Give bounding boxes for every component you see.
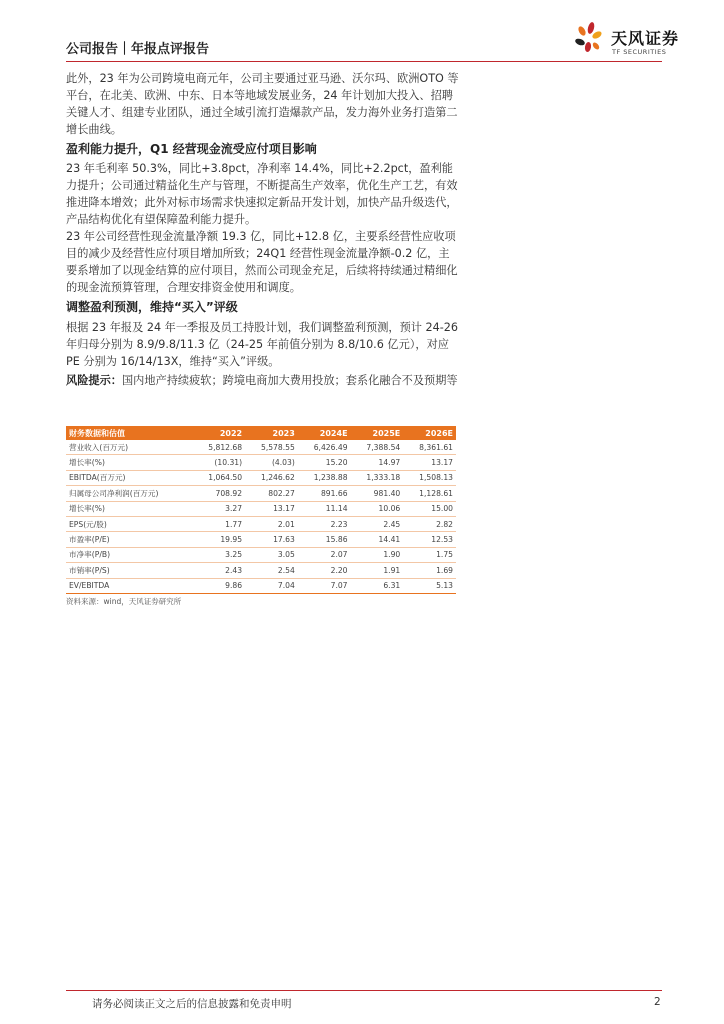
table-cell: 2.82: [403, 516, 456, 531]
table-cell: 2.23: [298, 516, 351, 531]
table-cell: 13.17: [245, 501, 298, 516]
paragraph-cashflow: 23 年公司经营性现金流量净额 19.3 亿，同比+12.8 亿，主要系经营性应收项目的减少及经营性应付项目增加所致；24Q1 经营性现金流量净额-0.2 亿，主要系增加了以现金结算的应付项目，然而公司现金充足，后续将持续通过精细化的现金流预算管理，合理安排资金使用和调度。: [66, 230, 458, 294]
paragraph-forecast: 根据 23 年报及 24 年一季报及员工持股计划，我们调整盈利预测，预计 24-26 年归母分别为 8.9/9.8/11.3 亿（24-25 年前值分别为 8.8/10.6 亿元），对应 PE 分别为 16/14/13X，维持“买入”评级。: [66, 321, 459, 368]
table-cell: 981.40: [351, 486, 404, 501]
table-row: [66, 486, 456, 501]
table-cell: 1,246.62: [245, 470, 298, 485]
table-cell: 7.07: [298, 578, 351, 593]
table-cell: 2.01: [245, 516, 298, 531]
table-cell: 19.95: [192, 532, 245, 547]
table-cell: 2.43: [192, 563, 245, 578]
table-row-label: 市净率(P/B): [66, 547, 192, 562]
header-divider: [66, 61, 662, 62]
table-cell: 11.14: [298, 501, 351, 516]
table-cell: 14.97: [351, 455, 404, 470]
table-row-label: 市销率(P/S): [66, 563, 192, 578]
table-row: [66, 470, 456, 485]
table-cell: 15.86: [298, 532, 351, 547]
logo-name-cn: 天风证券: [611, 29, 680, 48]
table-cell: 5,812.68: [192, 440, 245, 455]
table-cell: 1,128.61: [403, 486, 456, 501]
table-cell: 6,426.49: [298, 440, 351, 455]
table-cell: 2.07: [298, 547, 351, 562]
table-header-cell: 2026E: [403, 426, 456, 440]
section-heading-forecast: 调整盈利预测，维持“买入”评级: [66, 300, 238, 314]
table-cell: 7.04: [245, 578, 298, 593]
footer-disclaimer: 请务必阅读正文之后的信息披露和免责申明: [92, 998, 292, 1010]
table-row: [66, 516, 456, 531]
table-row: [66, 532, 456, 547]
table-cell: 10.06: [351, 501, 404, 516]
table-row-label: 市盈率(P/E): [66, 532, 192, 547]
table-row: [66, 501, 456, 516]
table-header-cell: 2024E: [298, 426, 351, 440]
table-row-label: 归属母公司净利润(百万元): [66, 486, 192, 501]
table-row-label: 增长率(%): [66, 501, 192, 516]
table-cell: 802.27: [245, 486, 298, 501]
table-cell: 7,388.54: [351, 440, 404, 455]
table-cell: 1.75: [403, 547, 456, 562]
table-row: [66, 455, 456, 470]
table-cell: 9.86: [192, 578, 245, 593]
table-cell: 708.92: [192, 486, 245, 501]
footer-divider: [66, 990, 662, 991]
risk-text: 国内地产持续疲软；跨境电商加大费用投放；套系化融合不及预期等: [121, 374, 458, 387]
table-cell: (10.31): [192, 455, 245, 470]
table-cell: 1,508.13: [403, 470, 456, 485]
table-header-cell: 2023: [245, 426, 298, 440]
table-cell: 891.66: [298, 486, 351, 501]
table-row-label: EV/EBITDA: [66, 578, 192, 593]
table-cell: 12.53: [403, 532, 456, 547]
table-cell: 1,064.50: [192, 470, 245, 485]
table-row-label: 增长率(%): [66, 455, 192, 470]
table-row-label: EBITDA(百万元): [66, 470, 192, 485]
table-cell: 1.69: [403, 563, 456, 578]
table-row: [66, 578, 456, 593]
table-cell: 5.13: [403, 578, 456, 593]
table-row: [66, 440, 456, 455]
table-cell: 1.90: [351, 547, 404, 562]
table-cell: 3.25: [192, 547, 245, 562]
table-header-cell: 2022: [192, 426, 245, 440]
table-cell: 14.41: [351, 532, 404, 547]
table-cell: 6.31: [351, 578, 404, 593]
table-cell: 15.00: [403, 501, 456, 516]
table-cell: 3.27: [192, 501, 245, 516]
report-type-header: 公司报告｜年报点评报告: [66, 42, 210, 57]
risk-label: 风险提示：: [66, 374, 122, 387]
table-header-cell: 2025E: [351, 426, 404, 440]
table-cell: 1,238.88: [298, 470, 351, 485]
table-source-note: 资料来源：wind，天风证券研究所: [66, 597, 182, 606]
table-cell: 1.91: [351, 563, 404, 578]
table-cell: 2.20: [298, 563, 351, 578]
table-row: [66, 547, 456, 562]
page-number: 2: [654, 996, 661, 1008]
table-cell: (4.03): [245, 455, 298, 470]
table-cell: 1,333.18: [351, 470, 404, 485]
table-cell: 8,361.61: [403, 440, 456, 455]
table-row-label: EPS(元/股): [66, 516, 192, 531]
risk-warning: [66, 372, 460, 389]
table-header-row: [66, 426, 456, 440]
financial-data-table: [66, 426, 456, 594]
table-row: [66, 563, 456, 578]
table-cell: 5,578.55: [245, 440, 298, 455]
table-cell: 2.54: [245, 563, 298, 578]
table-cell: 13.17: [403, 455, 456, 470]
table-row-label: 营业收入(百万元): [66, 440, 192, 455]
table-cell: 3.05: [245, 547, 298, 562]
table-header-cell: 财务数据和估值: [66, 426, 192, 440]
table-cell: 15.20: [298, 455, 351, 470]
table-cell: 17.63: [245, 532, 298, 547]
logo-name-en: TF SECURITIES: [612, 48, 667, 56]
paragraph-cross-border: 此外，23 年为公司跨境电商元年，公司主要通过亚马逊、沃尔玛、欧洲OTO 等平台，在北美、欧洲、中东、日本等地域发展业务，24 年计划加大投入、招聘关键人才、组建专业团队，通过全域引流打造爆款产品，发力海外业务打造第二增长曲线。: [66, 72, 459, 136]
table-cell: 1.77: [192, 516, 245, 531]
paragraph-margin: 23 年毛利率 50.3%，同比+3.8pct，净利率 14.4%，同比+2.2pct，盈利能力提升；公司通过精益化生产与管理，不断提高生产效率，优化生产工艺，有效推进降本增效；此外对标市场需求快速拟定新品开发计划，加快产品升级迭代，产品结构优化有望保障盈利能力提升。: [66, 162, 458, 226]
section-heading-profitability: 盈利能力提升，Q1 经营现金流受应付项目影响: [66, 142, 317, 156]
table-cell: 2.45: [351, 516, 404, 531]
